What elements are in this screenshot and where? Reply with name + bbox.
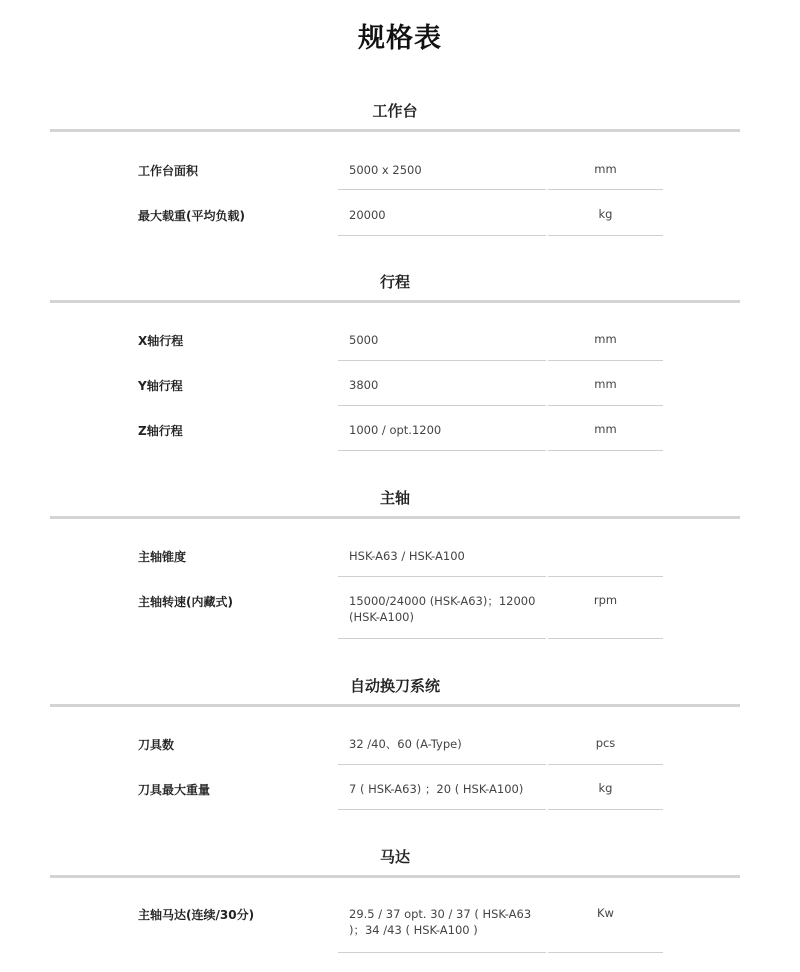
- value-underline: [338, 764, 546, 765]
- spec-label: 工作台面积: [138, 164, 199, 178]
- spec-unit: rpm: [593, 593, 618, 607]
- value-underline: [338, 576, 546, 577]
- spec-label: 主轴转速(内藏式): [138, 595, 233, 609]
- section-divider: [50, 704, 740, 707]
- spec-unit: mm: [594, 377, 617, 391]
- spec-value: 7 ( HSK-A63) ；20 ( HSK-A100): [349, 782, 524, 796]
- section-title: 自动换刀系统: [349, 677, 440, 695]
- section-title: 马达: [379, 848, 410, 866]
- spec-label: 主轴马达(连续/30分): [138, 908, 255, 922]
- page-title: 规格表: [358, 23, 442, 54]
- spec-value: 3800: [349, 378, 379, 392]
- value-underline: [338, 360, 546, 361]
- unit-underline: [548, 189, 663, 190]
- unit-underline: [548, 235, 663, 236]
- section-divider: [50, 300, 740, 303]
- section-title: 行程: [379, 273, 410, 291]
- spec-value: HSK-A63 / HSK-A100: [349, 549, 465, 563]
- value-underline: [338, 450, 546, 451]
- section-divider: [50, 129, 740, 132]
- spec-value: 15000/24000 (HSK-A63)；12000 (HSK-A100): [349, 594, 536, 624]
- spec-unit: pcs: [595, 736, 616, 750]
- unit-underline: [548, 638, 663, 639]
- spec-unit: mm: [594, 422, 617, 436]
- value-underline: [338, 189, 546, 190]
- spec-value: 29.5 / 37 opt. 30 / 37 ( HSK-A63 )；34 /43 ( HSK-A100 ): [349, 907, 532, 937]
- section-divider: [50, 875, 740, 878]
- section-title: 工作台: [372, 102, 418, 120]
- spec-unit: kg: [598, 781, 613, 795]
- section-divider: [50, 516, 740, 519]
- spec-value: 20000: [349, 208, 386, 222]
- spec-unit: kg: [598, 207, 613, 221]
- unit-underline: [548, 764, 663, 765]
- spec-unit: Kw: [597, 906, 614, 920]
- spec-label: X轴行程: [138, 334, 184, 348]
- value-underline: [338, 235, 546, 236]
- spec-unit: mm: [594, 162, 617, 176]
- spec-label: Y轴行程: [138, 379, 183, 393]
- unit-underline: [548, 576, 663, 577]
- spec-unit: mm: [594, 332, 617, 346]
- unit-underline: [548, 450, 663, 451]
- spec-value: 32 /40、60 (A-Type): [349, 737, 462, 751]
- spec-label: 刀具最大重量: [138, 783, 211, 797]
- spec-label: Z轴行程: [138, 424, 183, 438]
- value-underline: [338, 952, 546, 953]
- spec-label: 主轴锥度: [138, 550, 187, 564]
- spec-label: 最大载重(平均负载): [138, 209, 245, 223]
- spec-value: 1000 / opt.1200: [349, 423, 442, 437]
- unit-underline: [548, 405, 663, 406]
- unit-underline: [548, 952, 663, 953]
- spec-value: 5000 x 2500: [349, 163, 422, 177]
- unit-underline: [548, 360, 663, 361]
- value-underline: [338, 638, 546, 639]
- spec-value: 5000: [349, 333, 379, 347]
- unit-underline: [548, 809, 663, 810]
- section-title: 主轴: [379, 489, 410, 507]
- value-underline: [338, 809, 546, 810]
- spec-label: 刀具数: [138, 738, 175, 752]
- value-underline: [338, 405, 546, 406]
